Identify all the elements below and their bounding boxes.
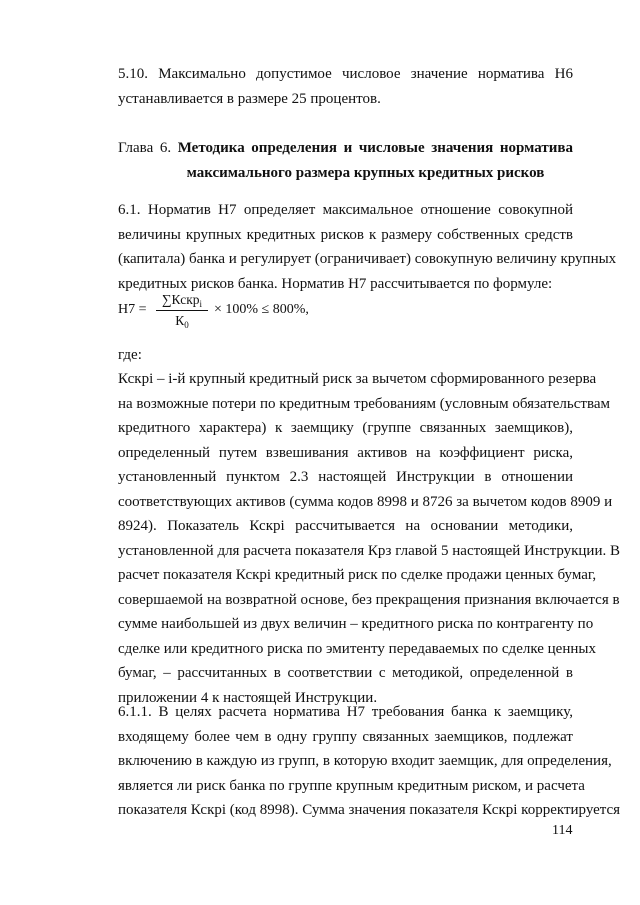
- section-6-1-1: [118, 700, 621, 823]
- formula-denominator-text: К: [175, 313, 185, 328]
- paragraph-line: расчет показателя Кскрi кредитный риск по сделке продажи ценных бумаг,: [118, 567, 597, 583]
- chapter-title-line-1: Методика определения и числовые значения норматива: [177, 140, 574, 156]
- paragraph-line: входящему более чем в одну группу связанных заемщиков, подлежат: [118, 728, 573, 745]
- formula-rhs: × 100% ≤ 800%,: [214, 302, 309, 317]
- paragraph-line: Кскрi – i-й крупный кредитный риск за вычетом сформированного резерва: [118, 371, 597, 387]
- paragraph-line: (капитала) банка и регулирует (ограничивает) совокупную величину крупных: [118, 251, 617, 267]
- paragraph-line: 6.1.1. В целях расчета норматива Н7 требования банка к заемщику,: [118, 704, 573, 720]
- definition-paragraph: [118, 367, 620, 710]
- chapter-label: Глава 6.: [118, 140, 172, 156]
- paragraph-line: на возможные потери по кредитным требованиям (условным обязательствам: [118, 395, 611, 412]
- where-label-block: [118, 343, 573, 368]
- paragraph-line: 5.10. Максимально допустимое числовое значение норматива Н6: [118, 66, 573, 82]
- paragraph-line: 6.1. Норматив Н7 определяет максимальное отношение совокупной: [118, 202, 573, 218]
- section-5-10: [118, 62, 573, 111]
- section-6-1: [118, 198, 617, 296]
- paragraph-line: 8924). Показатель Кскрi рассчитывается на основании методики,: [118, 518, 573, 534]
- formula-numerator: [156, 291, 208, 311]
- paragraph-line: соответствующих активов (сумма кодов 8998 и 8726 за вычетом кодов 8909 и: [118, 493, 613, 510]
- page-number: 114: [552, 823, 573, 838]
- paragraph-line: показателя Кскрi (код 8998). Сумма значения показателя Кскрi корректируется: [118, 802, 621, 818]
- paragraph-line: сделке или кредитного риска по эмитенту передаваемых по сделке ценных: [118, 640, 596, 657]
- formula-numerator-sub: i: [199, 299, 203, 309]
- paragraph-line: устанавливается в размере 25 процентов.: [118, 90, 381, 107]
- formula-denominator-sub: 0: [184, 320, 189, 330]
- formula-fraction: [156, 291, 208, 330]
- chapter-heading-line-1: [118, 136, 573, 161]
- paragraph-line: определенный путем взвешивания активов на коэффициент риска,: [118, 444, 573, 461]
- formula-numerator-sigma: ∑Кскр: [161, 292, 200, 307]
- chapter-title-line-2: максимального размера крупных кредитных рисков: [186, 165, 545, 181]
- where-label: где:: [118, 347, 142, 363]
- formula-lhs: Н7 =: [118, 302, 147, 317]
- paragraph-line: установленный пунктом 2.3 настоящей Инструкции в отношении: [118, 469, 573, 485]
- paragraph-line: включению в каждую из групп, в которую входит заемщик, для определения,: [118, 753, 612, 769]
- chapter-heading: [118, 136, 573, 186]
- paragraph-line: кредитных рисков банка. Норматив Н7 рассчитывается по формуле:: [118, 275, 553, 292]
- paragraph-line: бумаг, – рассчитанных в соответствии с методикой, определенной в: [118, 665, 573, 681]
- formula-denominator: [156, 311, 208, 330]
- paragraph-line: приложении 4 к настоящей Инструкции.: [118, 689, 378, 706]
- paragraph-line: сумме наибольшей из двух величин – кредитного риска по контрагенту по: [118, 616, 594, 632]
- formula-n7: [118, 291, 418, 335]
- paragraph-line: совершаемой на возвратной основе, без прекращения признания включается в: [118, 591, 620, 608]
- paragraph-line: величины крупных кредитных рисков к размеру собственных средств: [118, 226, 573, 243]
- paragraph-line: установленной для расчета показателя Крз главой 5 настоящей Инструкции. В: [118, 542, 620, 559]
- paragraph-line: является ли риск банка по группе крупным кредитным риском, и расчета: [118, 777, 585, 794]
- paragraph-line: кредитного характера) к заемщику (группе связанных заемщиков),: [118, 420, 573, 436]
